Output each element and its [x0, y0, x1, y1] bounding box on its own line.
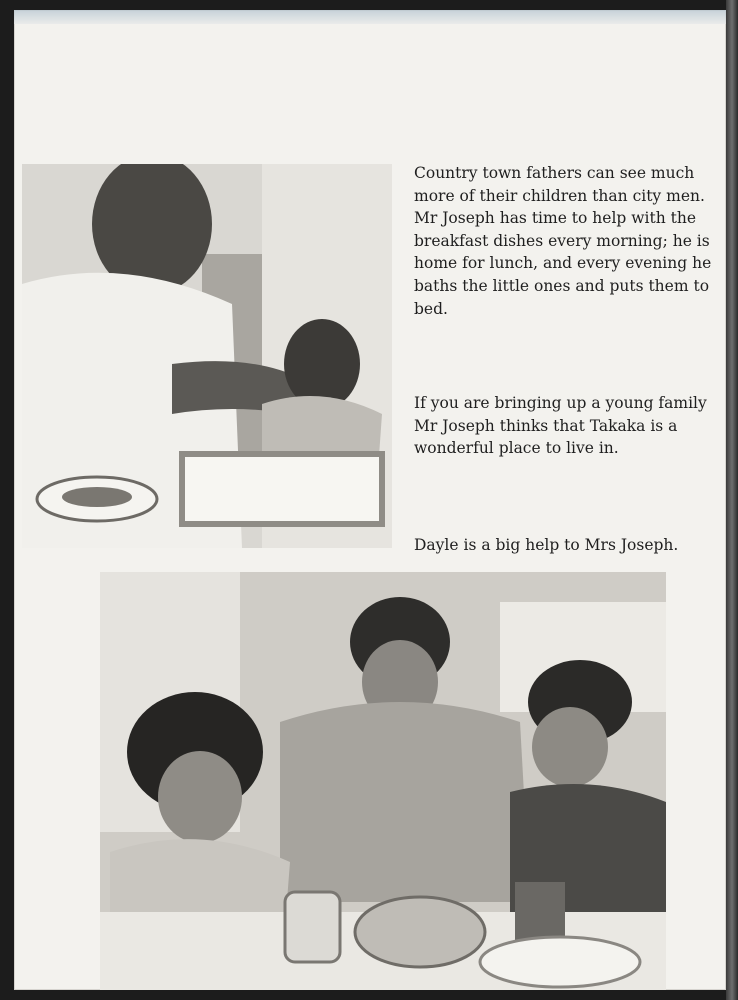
book-page	[14, 10, 726, 990]
photo-father-feeding-child	[22, 164, 392, 548]
photo-children-in-kitchen	[100, 572, 666, 990]
photo-father-feeding-child-illustration	[22, 164, 392, 548]
book-spine-edge	[726, 0, 738, 1000]
paragraph-takaka: If you are bringing up a young family Mr Joseph thinks that Takaka is a wonderful place to live in.	[414, 394, 707, 458]
photo-children-in-kitchen-illustration	[100, 572, 666, 990]
paragraph-fathers: Country town fathers can see much more of their children than city men. Mr Joseph has time to help with the breakfast dishes every morning; he is home for lunch, and every evening he baths the little ones and puts them to bed.	[414, 164, 712, 318]
photo-caption: Dayle is a big help to Mrs Joseph.	[414, 536, 679, 554]
